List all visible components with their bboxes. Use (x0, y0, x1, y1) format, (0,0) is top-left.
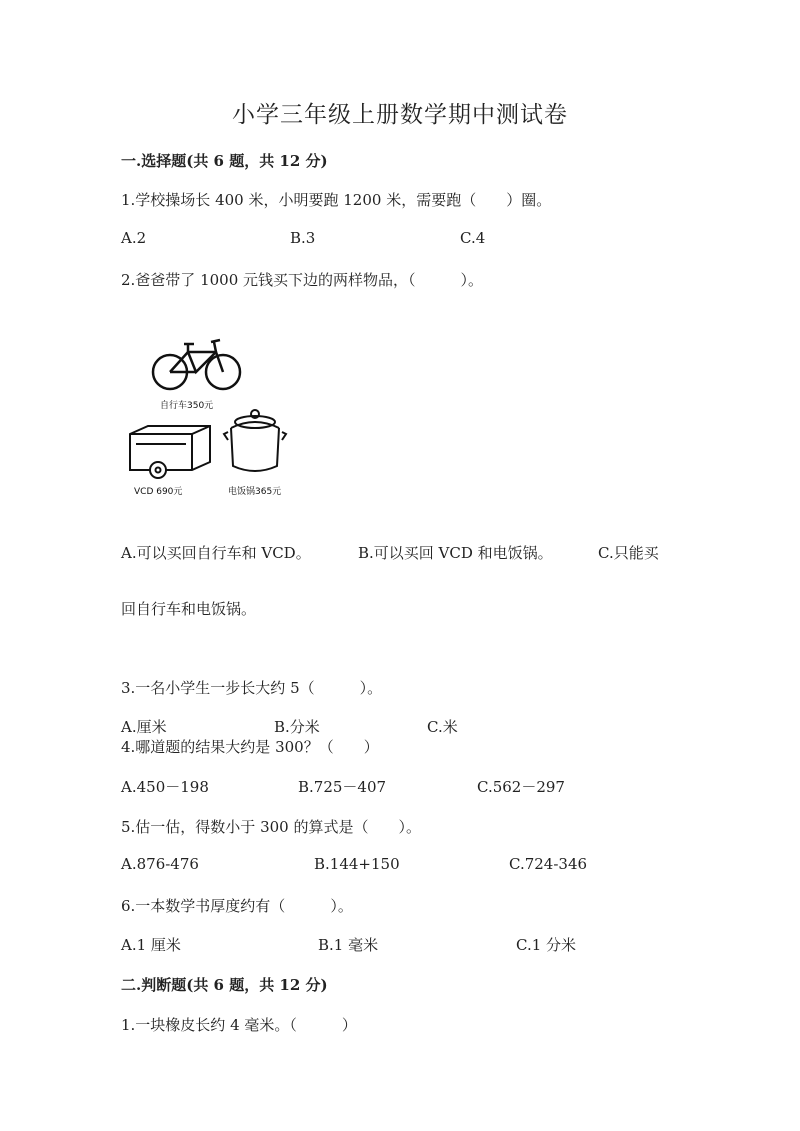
q4-option-b: B.725－407 (298, 778, 387, 796)
q1-option-c: C.4 (460, 229, 486, 247)
q1-option-b: B.3 (290, 229, 316, 247)
q2-option-c: C.只能买 (598, 544, 659, 562)
rice-cooker-icon (224, 410, 286, 471)
q6-option-a: A.1 厘米 (121, 936, 181, 954)
q2-option-b: B.可以买回 VCD 和电饭锅。 (358, 544, 553, 562)
section-heading-judgement: 二.判断题(共 6 题，共 12 分) (121, 976, 328, 994)
q4-option-a: A.450－198 (121, 778, 209, 796)
bicycle-icon (153, 340, 240, 389)
vcd-player-icon (130, 426, 210, 478)
question-6: 6.一本数学书厚度约有（ ）。 (121, 897, 353, 915)
q2-option-a: A.可以买回自行车和 VCD。 (121, 544, 311, 562)
q2-illustration (128, 330, 308, 510)
q5-option-c: C.724-346 (509, 855, 588, 873)
q4-option-c: C.562－297 (477, 778, 565, 796)
question-1: 1.学校操场长 400 米，小明要跑 1200 米，需要跑（ ）圈。 (121, 191, 552, 209)
products-image (128, 330, 308, 510)
q5-option-a: A.876-476 (121, 855, 199, 873)
judgement-1: 1.一块橡皮长约 4 毫米。（ ） (121, 1016, 357, 1034)
q6-option-c: C.1 分米 (516, 936, 577, 954)
cooker-price-label: 电饭锅365元 (228, 487, 282, 497)
q3-option-a: A.厘米 (121, 718, 167, 736)
q5-option-b: B.144+150 (314, 855, 400, 873)
section-heading-choice: 一.选择题(共 6 题，共 12 分) (121, 152, 328, 170)
question-2: 2.爸爸带了 1000 元钱买下边的两样物品，（ ）。 (121, 271, 484, 289)
q1-option-a: A.2 (121, 229, 147, 247)
question-4: 4.哪道题的结果大约是 300？（ ） (121, 738, 379, 756)
question-5: 5.估一估，得数小于 300 的算式是（ ）。 (121, 818, 421, 836)
q3-option-b: B.分米 (274, 718, 320, 736)
q3-option-c: C.米 (427, 718, 458, 736)
question-3: 3.一名小学生一步长大约 5（ ）。 (121, 679, 383, 697)
q2-option-c-continued: 回自行车和电饭锅。 (121, 600, 257, 618)
page-title: 小学三年级上册数学期中测试卷 (232, 102, 568, 128)
vcd-price-label: VCD 690元 (134, 487, 183, 497)
bike-price-label: 自行车350元 (160, 401, 214, 411)
q6-option-b: B.1 毫米 (318, 936, 379, 954)
